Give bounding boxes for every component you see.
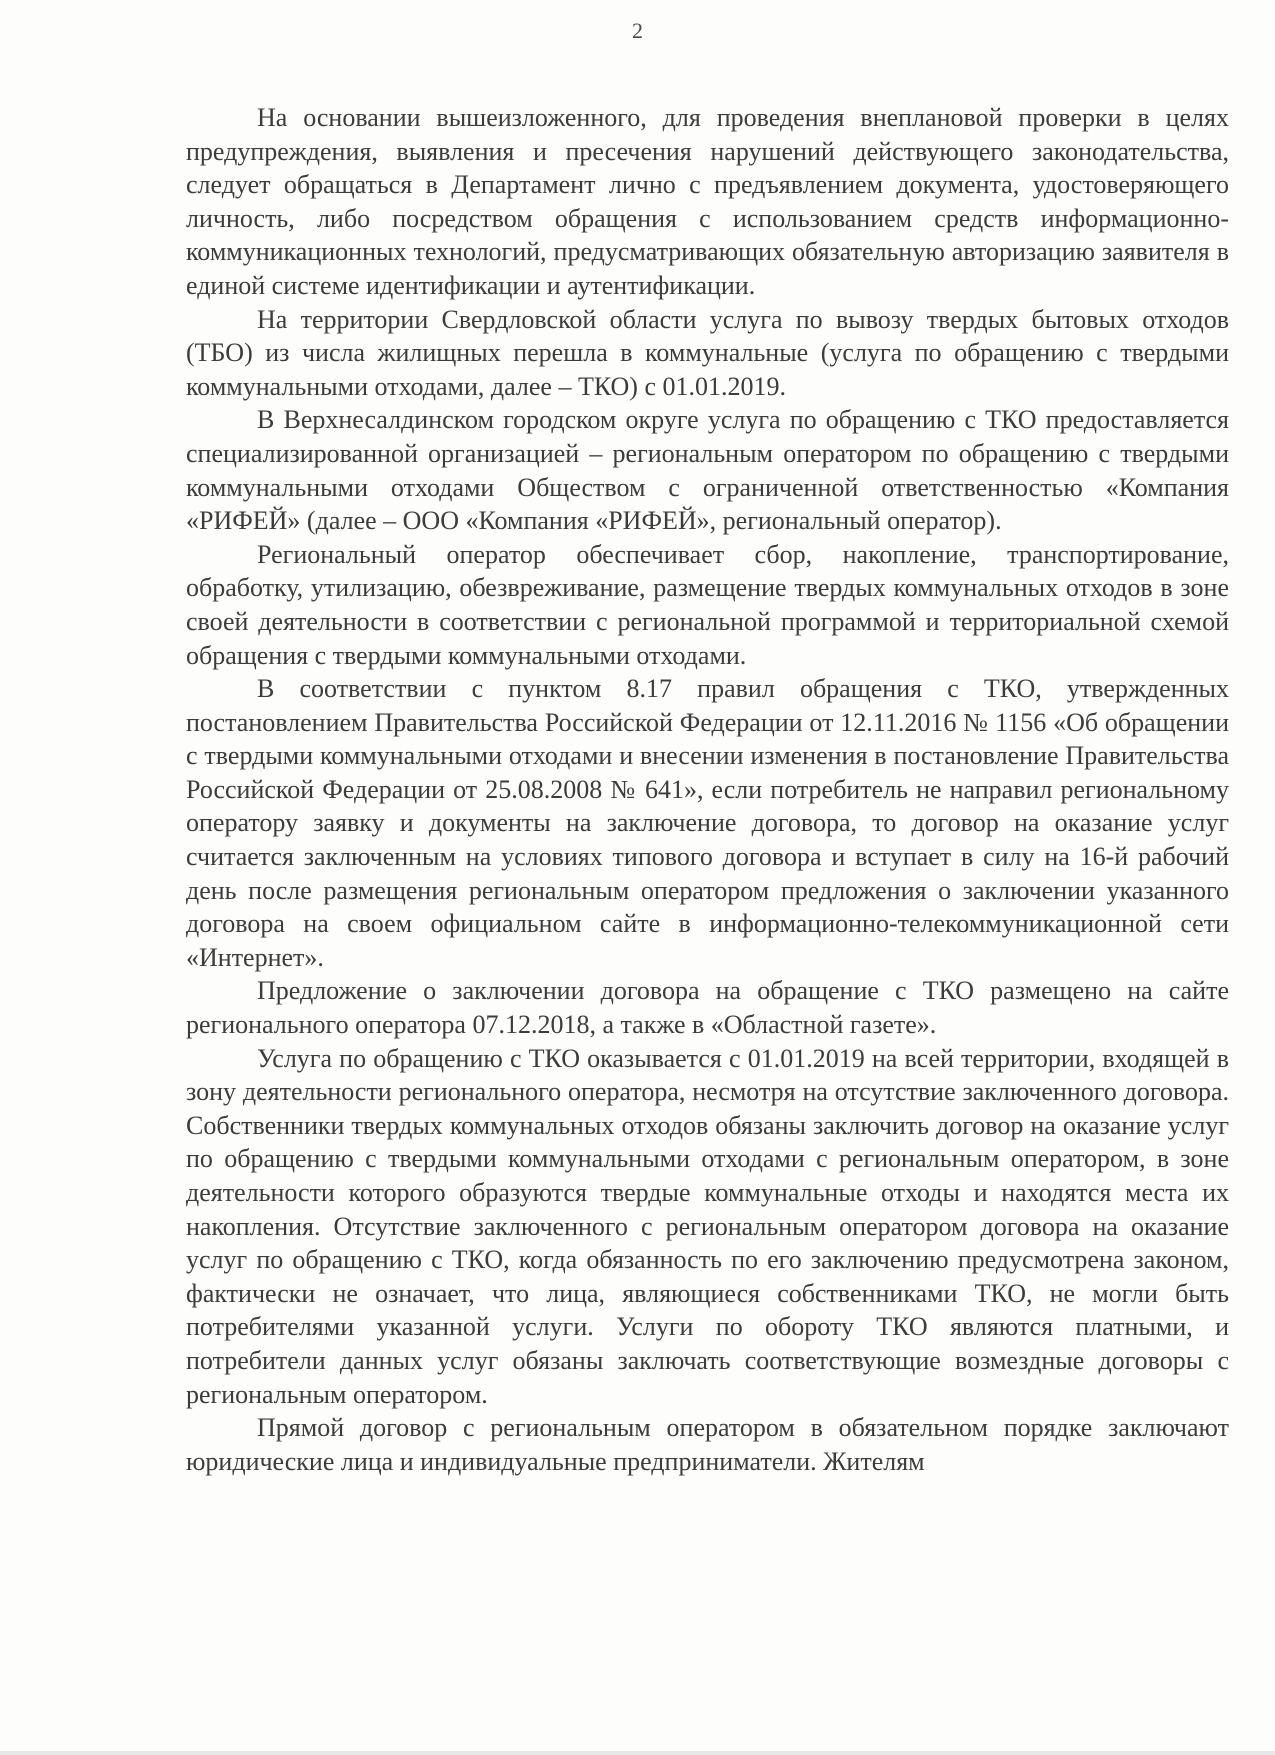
paragraph-5: В соответствии с пунктом 8.17 правил обращения с ТКО, утвержденных постановлением Правительства Российской Федерации от 12.11.2016 № 1156 «Об обращении с твердыми коммунальными отходами и внесении изменения в постановление Правительства Российской Федерации от 25.08.2008 № 641», если потребитель не направил региональному оператору заявку и документы на заключение договора, то договор на оказание услуг считается заключенным на условиях типового договора и вступает в силу на 16-й рабочий день после размещения региональным оператором предложения о заключении указанного договора на своем официальном сайте в информационно-телекоммуникационной сети «Интернет».	[186, 674, 1229, 972]
paragraph-3: В Верхнесалдинском городском округе услуга по обращению с ТКО предоставляется специализированной организацией – региональным оператором по обращению с твердыми коммунальными отходами Обществом с ограниченной ответственностью «Компания «РИФЕЙ» (далее – ООО «Компания «РИФЕЙ», региональный оператор).	[186, 405, 1229, 536]
page-bottom-edge	[0, 1751, 1275, 1755]
paragraph-8: Прямой договор с региональным оператором в обязательном порядке заключают юридические лица и индивидуальные предприниматели. Жителям	[186, 1413, 1229, 1476]
document-body	[186, 101, 1229, 1478]
page-number: 2	[632, 18, 643, 43]
paragraph-4: Региональный оператор обеспечивает сбор, накопление, транспортирование, обработку, утилизацию, обезвреживание, размещение твердых коммунальных отходов в зоне своей деятельности в соответствии с региональной программой и территориальной схемой обращения с твердыми коммунальными отходами.	[186, 539, 1229, 670]
paragraph-1: На основании вышеизложенного, для проведения внеплановой проверки в целях предупреждения, выявления и пресечения нарушений действующего законодательства, следует обращаться в Департамент лично с предъявлением документа, удостоверяющего личность, либо посредством обращения с использованием средств информационно-коммуникационных технологий, предусматривающих обязательную авторизацию заявителя в единой системе идентификации и аутентификации.	[186, 103, 1229, 300]
paragraph-7: Услуга по обращению с ТКО оказывается с 01.01.2019 на всей территории, входящей в зону деятельности регионального оператора, несмотря на отсутствие заключенного договора. Собственники твердых коммунальных отходов обязаны заключить договор на оказание услуг по обращению с твердыми коммунальными отходами с региональным оператором, в зоне деятельности которого образуются твердые коммунальные отходы и находятся места их накопления. Отсутствие заключенного с региональным оператором договора на оказание услуг по обращению с ТКО, когда обязанность по его заключению предусмотрена законом, фактически не означает, что лица, являющиеся собственниками ТКО, не могли быть потребителями указанной услуги. Услуги по обороту ТКО являются платными, и потребители данных услуг обязаны заключать соответствующие возмездные договоры с региональным оператором.	[186, 1043, 1229, 1409]
paragraph-2: На территории Свердловской области услуга по вывозу твердых бытовых отходов (ТБО) из числа жилищных перешла в коммунальные (услуга по обращению с твердыми коммунальными отходами, далее – ТКО) с 01.01.2019.	[186, 304, 1229, 401]
paragraph-6: Предложение о заключении договора на обращение с ТКО размещено на сайте регионального оператора 07.12.2018, а также в «Областной газете».	[186, 976, 1229, 1040]
